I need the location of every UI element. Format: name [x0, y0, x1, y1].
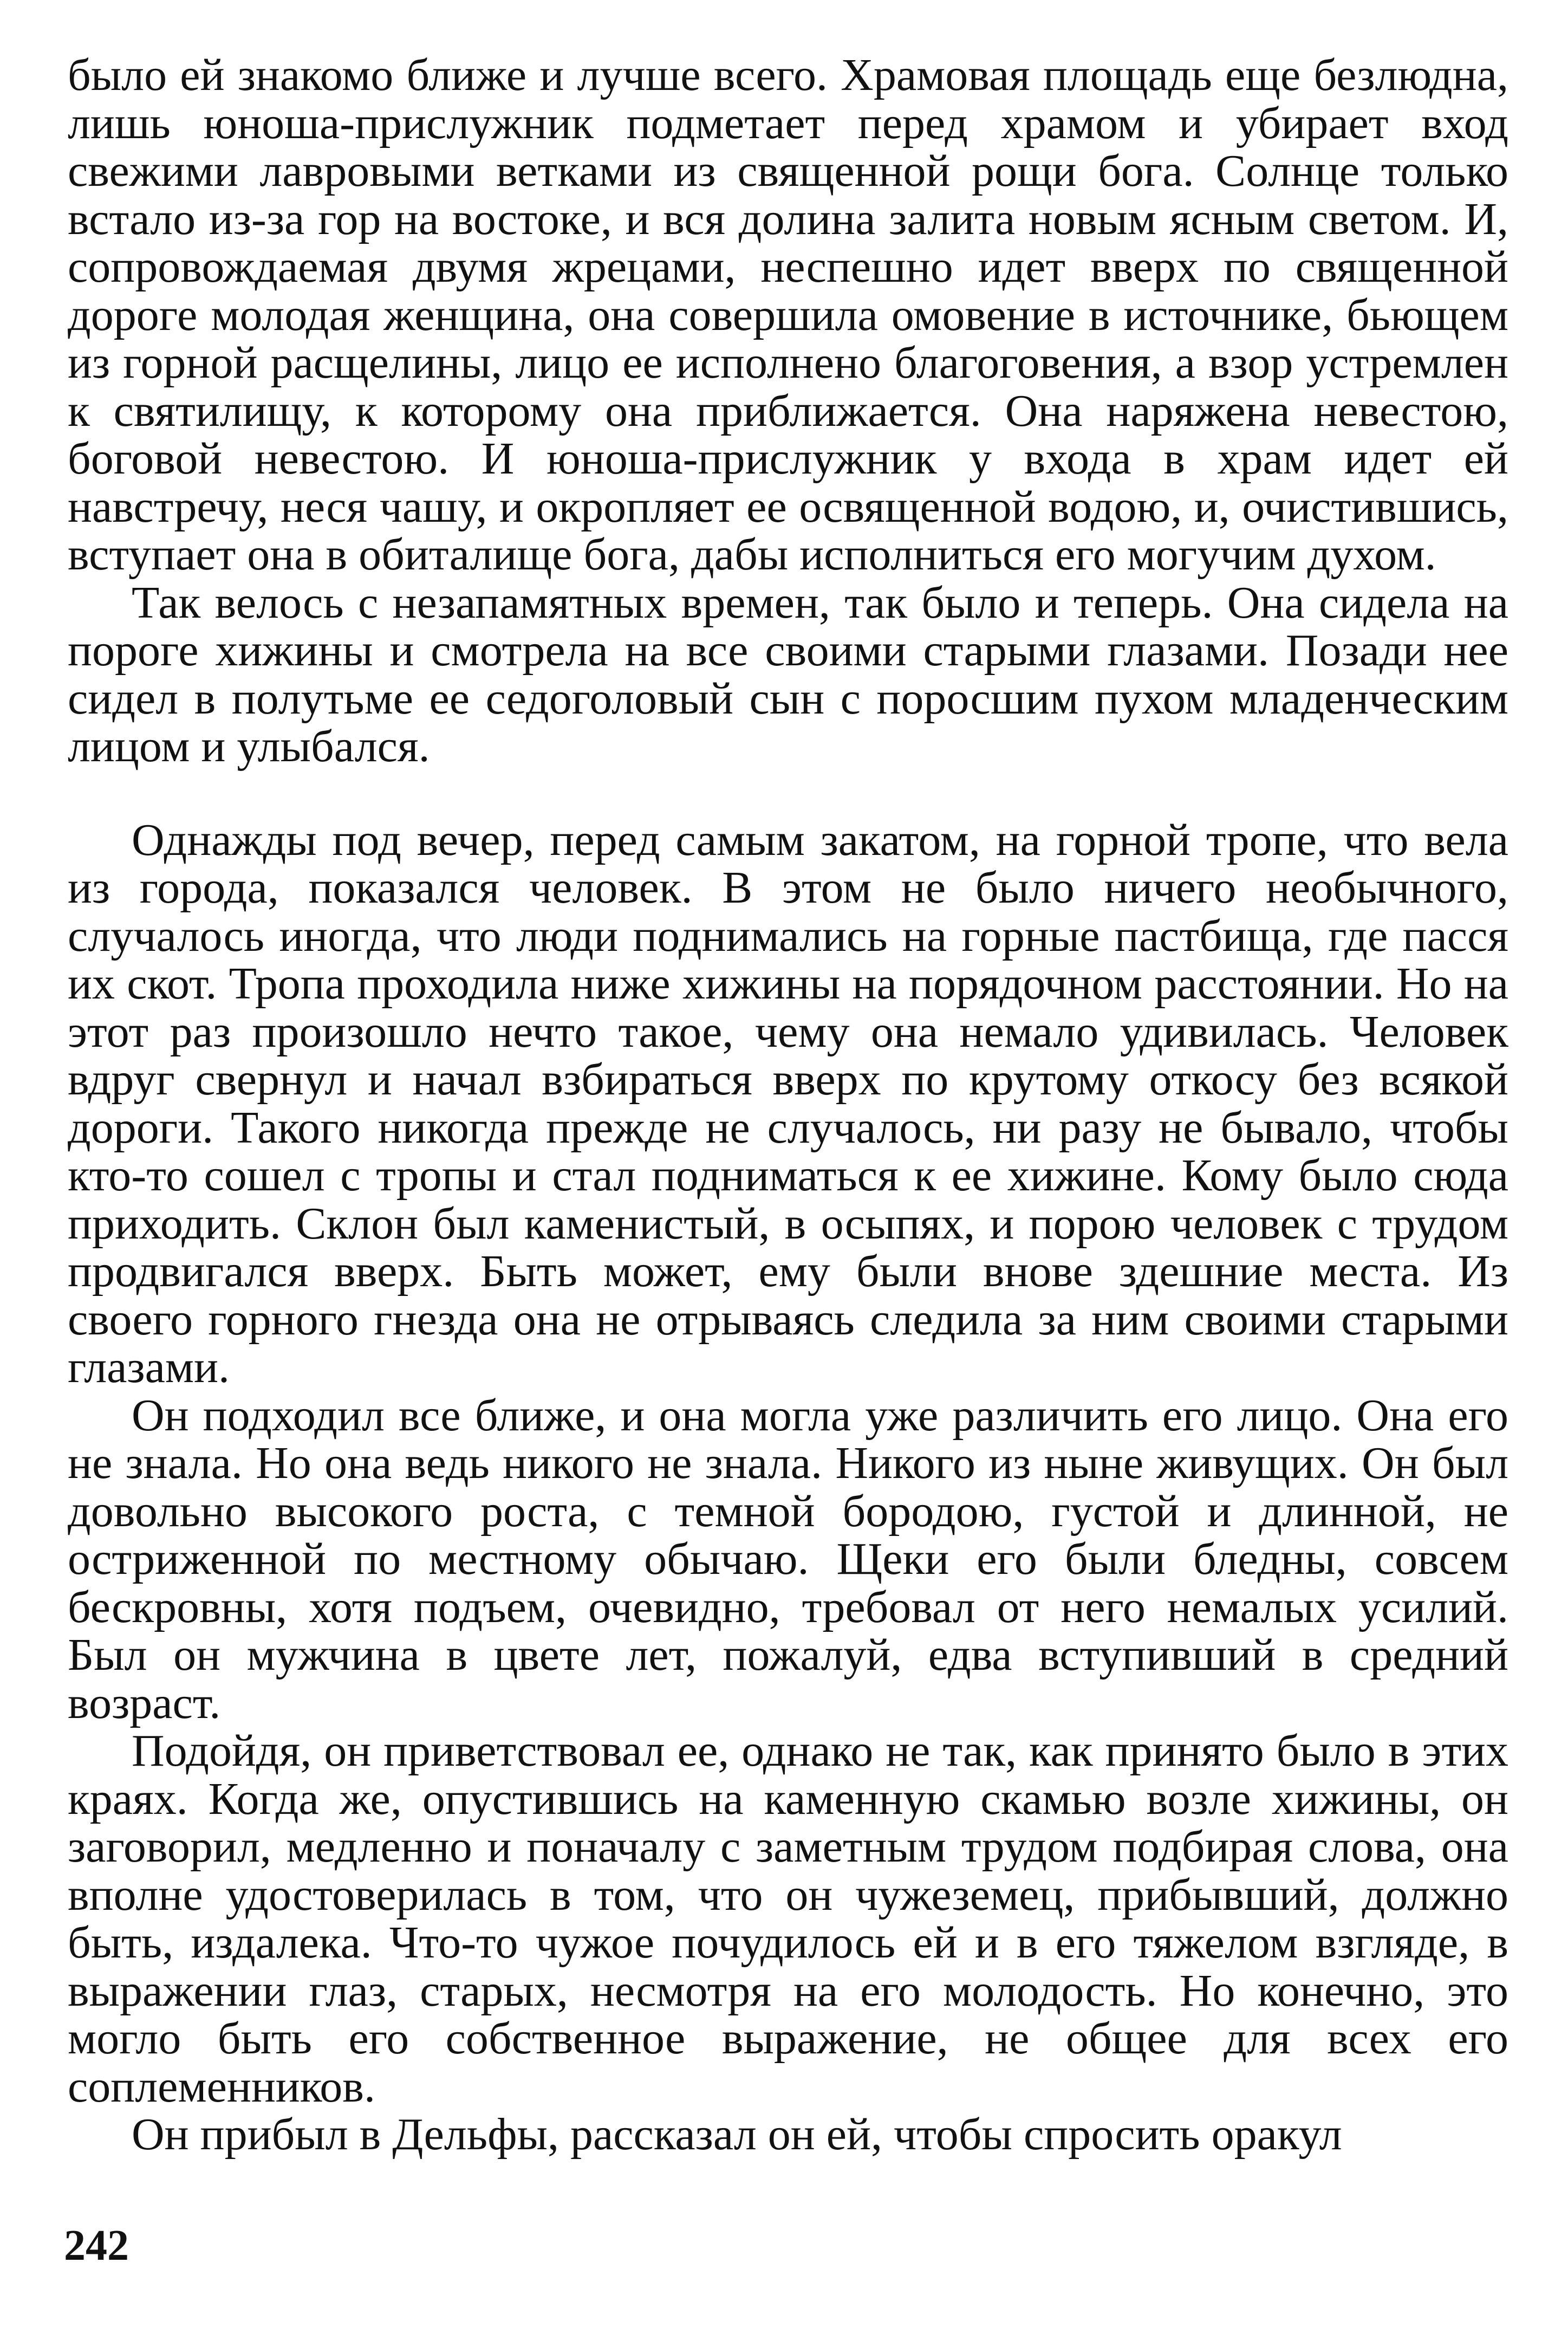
paragraph-2: Так велось с незапамятных времен, так было и теперь. Она сидела на пороге хижины и смотрела на все своими старыми глазами. Позади нее сидел в полутьме ее седоголовый сын с поросшим пухом младенческим лицом и улыбался.	[68, 577, 1508, 771]
page-number: 242	[64, 2222, 129, 2270]
paragraph-6: Он прибыл в Дельфы, рассказал он ей, чтобы спросить оракул	[132, 2109, 1342, 2160]
paragraph-5: Подойдя, он приветствовал ее, однако не так, как принято было в этих краях. Когда же, опустившись на каменную скамью возле хижины, он заговорил, медленно и поначалу с заметным трудом подбирая слова, она вполне удостоверилась в том, что он чужеземец, прибывший, должно быть, издалека. Что-то чужое почудилось ей и в его тяжелом взгляде, в выражении глаз, старых, несмотря на его молодость. Но конечно, это могло быть его собственное выражение, не общее для всех его соплеменников.	[68, 1726, 1508, 2112]
paragraph-4: Он подходил все ближе, и она могла уже различить его лицо. Она его не знала. Но она ведь никого не знала. Никого из ныне живущих. Он был довольно высокого роста, с темной бородою, густой и длинной, не остриженной по местному обычаю. Щеки его были бледны, совсем бескровны, хотя подъем, очевидно, требовал от него немалых усилий. Был он мужчина в цвете лет, пожалуй, едва вступивший в средний возраст.	[68, 1390, 1508, 1728]
paragraph-3: Однажды под вечер, перед самым закатом, на горной тропе, что вела из города, показался человек. В этом не было ничего необычного, случалось иногда, что люди поднимались на горные пастбища, где пасся их скот. Тропа проходила ниже хижины на порядочном расстоянии. Но на этот раз произошло нечто такое, чему она немало удивилась. Человек вдруг свернул и начал взбираться вверх по крутому откосу без всякой дороги. Такого никогда прежде не случалось, ни разу не бывало, чтобы кто-то сошел с тропы и стал подниматься к ее хижине. Кому было сюда приходить. Склон был каменистый, в осыпях, и порою человек с трудом продвигался вверх. Быть может, ему были внове здешние места. Из своего горного гнезда она не отрываясь следила за ним своими старыми глазами.	[68, 814, 1508, 1392]
section-break	[68, 771, 1508, 816]
document-page	[68, 51, 1508, 2159]
paragraph-1: было ей знакомо ближе и лучше всего. Храмовая площадь еще безлюдна, лишь юноша-прислужник подметает перед храмом и убирает вход свежими лавровыми ветками из священной рощи бога. Солнце только встало из-за гор на востоке, и вся долина залита новым ясным светом. И, сопровождаемая двумя жрецами, неспешно идет вверх по священной дороге молодая женщина, она совершила омовение в источнике, бьющем из горной расщелины, лицо ее исполнено благоговения, а взор устремлен к святилищу, к которому она приближается. Она наряжена невестою, боговой невестою. И юноша-прислужник у входа в храм идет ей навстречу, неся чашу, и окропляет ее освященной водою, и, очистившись, вступает она в обиталище бога, дабы исполниться его могучим духом.	[68, 50, 1508, 580]
